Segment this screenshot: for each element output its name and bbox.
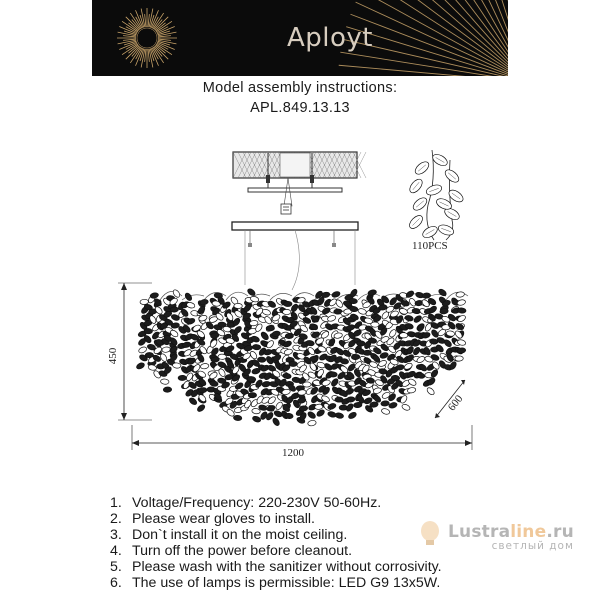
leaf-vine-icon (407, 150, 465, 240)
instruction-item: 4. Turn off the power before cleanout. (110, 543, 353, 559)
dimension-width (132, 425, 472, 459)
chandelier-body (136, 288, 468, 427)
watermark-tagline: светлый дом (491, 540, 574, 552)
instruction-item: 6. The use of lamps is permissible: LED G9 13x5W. (110, 575, 441, 591)
depth-value: 600 (445, 392, 466, 414)
instruction-item: 1. Voltage/Frequency: 220-230V 50-60Hz. (110, 495, 382, 511)
model-number: APL.849.13.13 (250, 100, 350, 116)
watermark-logo-text: Lustraline.ru (448, 522, 574, 542)
instruction-item: 3. Don`t install it on the moist ceiling. (110, 527, 348, 543)
dimension-depth (435, 380, 466, 418)
pieces-label: 110PCS (412, 240, 448, 252)
brand-name: Aployt (287, 23, 374, 53)
width-value: 1200 (282, 447, 304, 459)
watermark (448, 522, 574, 552)
lamp-bulb-icon (416, 518, 444, 548)
page-title: Model assembly instructions: (202, 80, 398, 96)
instruction-item: 2. Please wear gloves to install. (110, 511, 315, 527)
height-value: 450 (107, 347, 119, 365)
instructions-list (110, 495, 442, 591)
instruction-item: 5. Please wash with the sanitizer without corrosivity. (110, 559, 442, 575)
mounting-plate (232, 204, 358, 290)
canopy-top (233, 152, 366, 206)
